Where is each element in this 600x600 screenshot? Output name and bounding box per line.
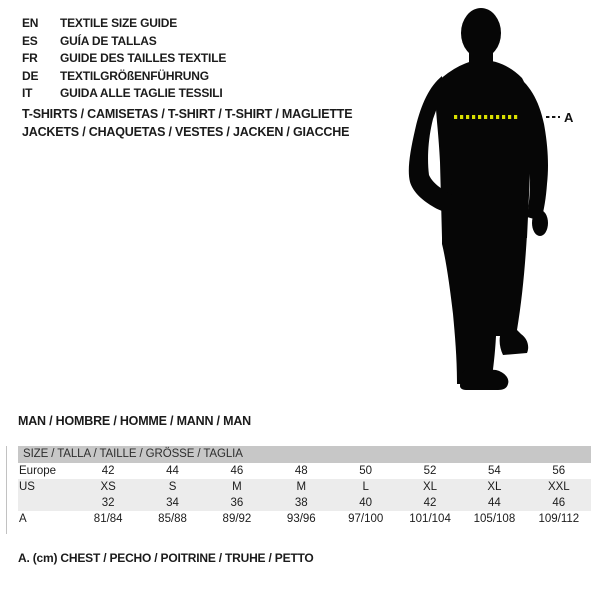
language-code: IT — [22, 86, 33, 101]
size-table-header: SIZE / TALLA / TAILLE / GRÖSSE / TAGLIA — [18, 446, 591, 463]
size-cell: 42 — [101, 465, 115, 477]
size-cell: 97/100 — [348, 513, 384, 525]
size-cell: L — [362, 481, 369, 493]
size-cell: 81/84 — [93, 513, 123, 525]
table-row-europe — [18, 463, 591, 479]
language-row — [22, 50, 226, 68]
man-silhouette-figure — [400, 0, 600, 400]
size-cell: 32 — [101, 497, 115, 509]
size-cell: 40 — [359, 497, 373, 509]
left-rule-divider — [6, 446, 7, 534]
row-label: A — [19, 513, 27, 525]
measurement-footnote: A. (cm) CHEST / PECHO / POITRINE / TRUHE / PETTO — [18, 551, 314, 565]
language-title: GUIDE DES TAILLES TEXTILE — [60, 51, 227, 66]
table-row-us — [18, 479, 591, 495]
language-code: EN — [22, 16, 39, 30]
size-cell: 101/104 — [409, 513, 451, 525]
language-title: GUIDA ALLE TAGLIE TESSILI — [60, 86, 223, 101]
category-tshirts: T-SHIRTS / CAMISETAS / T-SHIRT / T-SHIRT / MAGLIETTE — [22, 107, 353, 121]
language-row — [22, 85, 226, 103]
language-title: TEXTILE SIZE GUIDE — [60, 16, 178, 30]
size-cell: 109/112 — [538, 513, 580, 525]
size-cell: 54 — [488, 465, 501, 477]
language-code: ES — [22, 33, 38, 48]
size-cell: 93/96 — [286, 513, 316, 525]
size-cell: XL — [423, 481, 438, 493]
size-cell: M — [296, 481, 307, 493]
size-cell: S — [168, 481, 177, 493]
size-cell: 46 — [552, 497, 566, 509]
measure-label-a: A — [564, 110, 574, 125]
size-cell: 46 — [230, 465, 244, 477]
size-cell: 44 — [166, 465, 179, 477]
section-title-man: MAN / HOMBRE / HOMME / MANN / MAN — [18, 414, 251, 428]
language-title-list — [22, 15, 226, 103]
size-cell: XS — [100, 481, 116, 493]
silhouette-shape — [409, 8, 548, 390]
size-cell: 56 — [552, 465, 566, 477]
size-cell: 50 — [359, 465, 373, 477]
row-label: US — [19, 481, 35, 493]
language-code: FR — [22, 51, 38, 66]
size-cell: 36 — [230, 497, 244, 509]
size-cell: M — [232, 481, 242, 493]
language-title: TEXTILGRÖßENFÜHRUNG — [60, 68, 209, 83]
size-table — [18, 446, 591, 527]
row-label: Europe — [19, 465, 57, 477]
language-code: DE — [22, 68, 39, 83]
language-row — [22, 15, 226, 33]
language-title: GUÍA DE TALLAS — [60, 33, 157, 48]
size-cell: 89/92 — [222, 513, 252, 525]
table-row-numeric — [18, 495, 591, 511]
size-cell: 34 — [166, 497, 179, 509]
garment-category-list — [22, 105, 352, 141]
category-jackets: JACKETS / CHAQUETAS / VESTES / JACKEN / GIACCHE — [22, 125, 350, 139]
size-cell: XXL — [547, 481, 570, 493]
table-row-chest — [18, 511, 591, 527]
size-cell: 48 — [294, 465, 308, 477]
size-cell: 52 — [423, 465, 437, 477]
size-cell: 85/88 — [158, 513, 187, 525]
size-cell: XL — [487, 481, 502, 493]
language-row — [22, 68, 226, 86]
size-cell: 42 — [423, 497, 437, 509]
size-cell: 38 — [294, 497, 308, 509]
man-silhouette-svg — [400, 0, 600, 400]
size-cell: 105/108 — [473, 513, 516, 525]
size-cell: 44 — [488, 497, 501, 509]
language-row — [22, 33, 226, 51]
